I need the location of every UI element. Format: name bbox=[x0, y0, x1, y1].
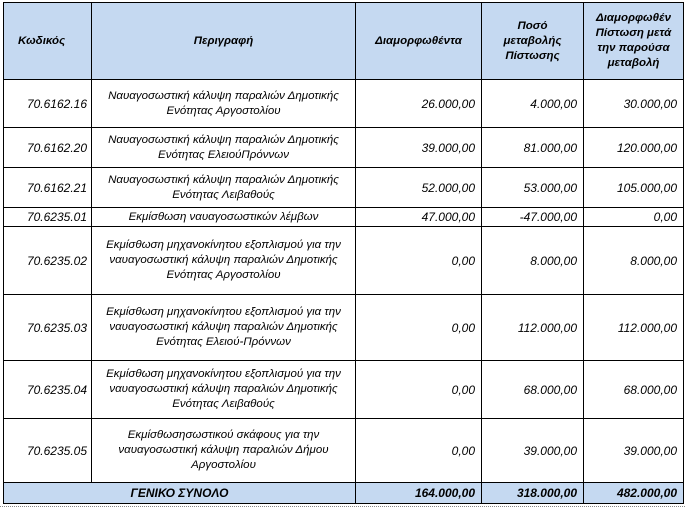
row-after: 0,00 bbox=[584, 208, 684, 227]
row-change: 4.000,00 bbox=[482, 80, 584, 128]
table-row bbox=[4, 419, 684, 483]
header-after: Διαμορφωθέν Πίστωση μετά την παρούσα μεταβολή bbox=[584, 3, 684, 80]
header-formed: Διαμορφωθέντα bbox=[356, 3, 482, 80]
row-after: 8.000,00 bbox=[584, 227, 684, 295]
row-formed: 39.000,00 bbox=[356, 128, 482, 168]
table-row bbox=[4, 128, 684, 168]
row-code: 70.6235.03 bbox=[4, 295, 92, 361]
total-after: 482.000,00 bbox=[584, 483, 684, 504]
row-code: 70.6235.02 bbox=[4, 227, 92, 295]
header-code: Κωδικός bbox=[4, 3, 92, 80]
row-change: 112.000,00 bbox=[482, 295, 584, 361]
row-description: Εκμίσθωση μηχανοκίνητου εξοπλισμού για την ναυαγοσωστική κάλυψη παραλιών Δημοτικής Ενότητας Αργοστολίου bbox=[92, 227, 356, 295]
header-description: Περιγραφή bbox=[92, 3, 356, 80]
row-change: 39.000,00 bbox=[482, 419, 584, 483]
cut-off-text-line bbox=[0, 501, 685, 509]
total-label: ΓΕΝΙΚΟ ΣΥΝΟΛΟ bbox=[4, 483, 356, 504]
row-formed: 52.000,00 bbox=[356, 168, 482, 208]
row-after: 105.000,00 bbox=[584, 168, 684, 208]
total-formed: 164.000,00 bbox=[356, 483, 482, 504]
table-row bbox=[4, 80, 684, 128]
row-description: Ναυαγοσωστική κάλυψη παραλιών Δημοτικής Ενότητας ΕλειούΠρόννων bbox=[92, 128, 356, 168]
table-row bbox=[4, 227, 684, 295]
row-description: Εκμίσθωση μηχανοκίνητου εξοπλισμού για την ναυαγοσωστική κάλυψη παραλιών Δημοτικής Ενότητας Ελειού-Πρόννων bbox=[92, 295, 356, 361]
row-formed: 0,00 bbox=[356, 361, 482, 419]
row-change: 53.000,00 bbox=[482, 168, 584, 208]
row-change: 81.000,00 bbox=[482, 128, 584, 168]
row-code: 70.6162.16 bbox=[4, 80, 92, 128]
row-change: -47.000,00 bbox=[482, 208, 584, 227]
table-row bbox=[4, 168, 684, 208]
total-change: 318.000,00 bbox=[482, 483, 584, 504]
row-after: 30.000,00 bbox=[584, 80, 684, 128]
row-after: 39.000,00 bbox=[584, 419, 684, 483]
table-row bbox=[4, 295, 684, 361]
row-code: 70.6235.05 bbox=[4, 419, 92, 483]
table-row bbox=[4, 361, 684, 419]
header-change: Ποσό μεταβολής Πίστωσης bbox=[482, 3, 584, 80]
row-description: Εκμίσθωσησωστικού σκάφους για την ναυαγοσωστική κάλυψη παραλιών Δήμου Αργοστολίου bbox=[92, 419, 356, 483]
row-description: Εκμίσθωση ναυαγοσωστικών λέμβων bbox=[92, 208, 356, 227]
row-change: 8.000,00 bbox=[482, 227, 584, 295]
row-code: 70.6162.21 bbox=[4, 168, 92, 208]
row-formed: 0,00 bbox=[356, 227, 482, 295]
row-description: Ναυαγοσωστική κάλυψη παραλιών Δημοτικής Ενότητας Λειβαθούς bbox=[92, 168, 356, 208]
row-code: 70.6235.04 bbox=[4, 361, 92, 419]
row-description: Ναυαγοσωστική κάλυψη παραλιών Δημοτικής Ενότητας Αργοστολίου bbox=[92, 80, 356, 128]
budget-table bbox=[3, 2, 684, 504]
row-after: 120.000,00 bbox=[584, 128, 684, 168]
row-formed: 0,00 bbox=[356, 295, 482, 361]
row-code: 70.6235.01 bbox=[4, 208, 92, 227]
table-header-row bbox=[4, 3, 684, 80]
row-description: Εκμίσθωση μηχανοκίνητου εξοπλισμού για την ναυαγοσωστική κάλυψη παραλιών Δημοτικής Ενότητας Λειβαθούς bbox=[92, 361, 356, 419]
row-formed: 26.000,00 bbox=[356, 80, 482, 128]
row-after: 68.000,00 bbox=[584, 361, 684, 419]
row-after: 112.000,00 bbox=[584, 295, 684, 361]
row-code: 70.6162.20 bbox=[4, 128, 92, 168]
table-row bbox=[4, 208, 684, 227]
row-formed: 0,00 bbox=[356, 419, 482, 483]
row-change: 68.000,00 bbox=[482, 361, 584, 419]
row-formed: 47.000,00 bbox=[356, 208, 482, 227]
